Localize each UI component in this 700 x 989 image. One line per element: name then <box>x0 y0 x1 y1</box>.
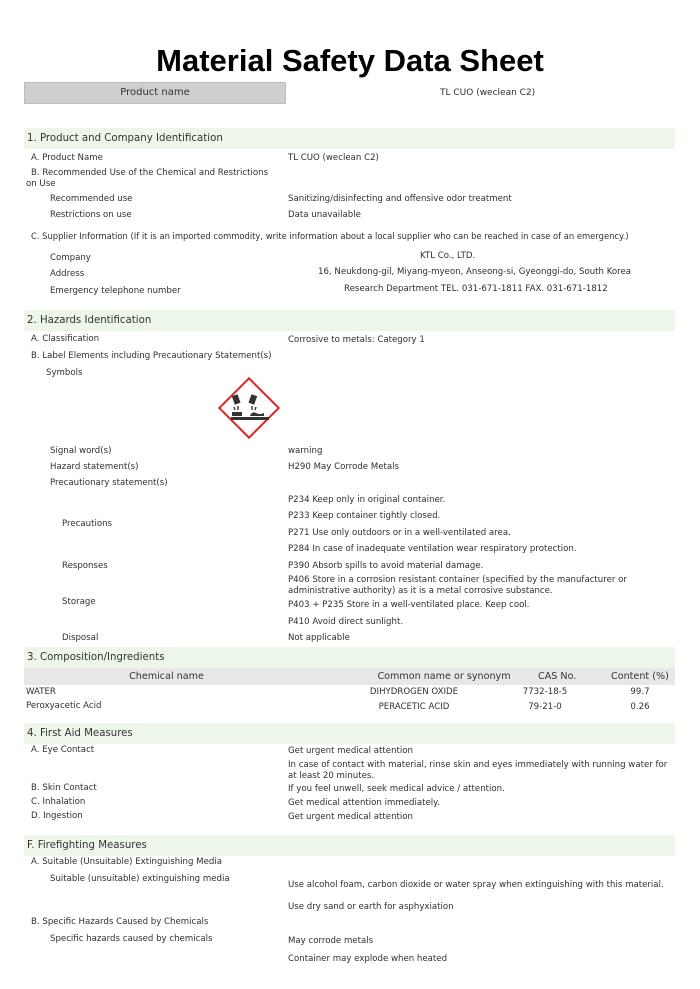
skin-contact-value: If you feel unwell, seek medical advice / attention. <box>288 784 505 794</box>
company-value: KTL Co., LTD. <box>420 251 476 261</box>
precautions-label: Precautions <box>62 519 113 529</box>
recommended-use-heading: B. Recommended Use of the Chemical and Restrictions <box>31 168 269 178</box>
signal-word-label: Signal word(s) <box>50 446 112 456</box>
corrosion-symbol-icon <box>220 383 280 433</box>
product-name-row-value: TL CUO (weclean C2) <box>288 153 379 163</box>
table-row-common: PERACETIC ACID <box>378 702 450 712</box>
company-label: Company <box>50 253 91 263</box>
table-row-content: 0.26 <box>630 702 650 712</box>
p406-statement-cont: administrative authority) as it is a metal corrosive substance. <box>288 586 553 596</box>
recommended-use-value: Sanitizing/disinfecting and offensive odor treatment <box>288 194 512 204</box>
col-content: Content (%) <box>611 671 669 682</box>
extinguishing-media-heading: A. Suitable (Unsuitable) Extinguishing Media <box>31 857 222 867</box>
p390-statement: P390 Absorb spills to avoid material damage. <box>288 561 484 571</box>
product-name-row-label: A. Product Name <box>31 153 103 163</box>
eye-contact-value-2: In case of contact with material, rinse skin and eyes immediately with running water for <box>288 760 668 770</box>
responses-label: Responses <box>62 561 108 571</box>
table-row-content: 99.7 <box>630 687 650 697</box>
extinguishing-media-value: Use alcohol foam, carbon dioxide or water spray when extinguishing with this material. <box>288 880 664 890</box>
section-2-heading: 2. Hazards Identification <box>24 310 675 331</box>
emergency-phone-value: Research Department TEL. 031-671-1811 FAX. 031-671-1812 <box>344 284 608 294</box>
col-chemical-name: Chemical name <box>129 671 204 682</box>
symbols-label: Symbols <box>46 368 83 378</box>
p234-statement: P234 Keep only in original container. <box>288 495 446 505</box>
col-common-name: Common name or synonym <box>377 671 511 682</box>
p284-statement: P284 In case of inadequate ventilation wear respiratory protection. <box>288 544 577 554</box>
inhalation-label: C. Inhalation <box>31 797 86 807</box>
specific-hazards-value-2: Container may explode when heated <box>288 954 448 964</box>
p406-statement: P406 Store in a corrosion resistant container (specified by the manufacturer or <box>288 575 627 585</box>
supplier-info-heading: C. Supplier Information (If it is an imported commodity, write information about a local supplier who can be reached in case of an emergency.) <box>31 231 629 241</box>
composition-table-header <box>24 668 675 685</box>
product-name-value: TL CUO (weclean C2) <box>440 88 536 98</box>
label-elements-label: B. Label Elements including Precautionary Statement(s) <box>31 351 272 361</box>
classification-label: A. Classification <box>31 334 100 344</box>
skin-contact-label: B. Skin Contact <box>31 783 97 793</box>
p410-statement: P410 Avoid direct sunlight. <box>288 617 404 627</box>
section-3-heading: 3. Composition/Ingredients <box>24 647 675 668</box>
table-row-common: DIHYDROGEN OXIDE <box>369 687 459 697</box>
signal-word-value: warning <box>288 446 323 456</box>
section-1-heading: 1. Product and Company Identification <box>24 128 675 149</box>
hazard-statement-value: H290 May Corrode Metals <box>288 462 400 472</box>
precautionary-statement-label: Precautionary statement(s) <box>50 478 168 488</box>
table-row-cas: 7732-18-5 <box>522 687 568 697</box>
disposal-label: Disposal <box>62 633 99 643</box>
restrictions-value: Data unavailable <box>288 210 361 220</box>
product-name-label: Product name <box>24 82 286 104</box>
recommended-use-heading-cont: on Use <box>26 179 56 189</box>
emergency-phone-label: Emergency telephone number <box>50 286 181 296</box>
table-row-cas: 79-21-0 <box>528 702 562 712</box>
p233-statement: P233 Keep container tightly closed. <box>288 511 441 521</box>
recommended-use-label: Recommended use <box>50 194 133 204</box>
ingestion-value: Get urgent medical attention <box>288 812 413 822</box>
p271-statement: P271 Use only outdoors or in a well-ventilated area. <box>288 528 511 538</box>
restrictions-label: Restrictions on use <box>50 210 132 220</box>
storage-label: Storage <box>62 597 96 607</box>
specific-hazards-label: Specific hazards caused by chemicals <box>50 934 213 944</box>
ingestion-label: D. Ingestion <box>31 811 83 821</box>
inhalation-value: Get medical attention immediately. <box>288 798 440 808</box>
eye-contact-value-3: at least 20 minutes. <box>288 771 375 781</box>
table-row-chemical: Peroxyacetic Acid <box>26 701 102 711</box>
hazard-statement-label: Hazard statement(s) <box>50 462 139 472</box>
eye-contact-label: A. Eye Contact <box>31 745 95 755</box>
specific-hazards-heading: B. Specific Hazards Caused by Chemicals <box>31 917 209 927</box>
document-title: Material Safety Data Sheet <box>156 43 544 78</box>
eye-contact-value: Get urgent medical attention <box>288 746 413 756</box>
disposal-value: Not applicable <box>288 633 350 643</box>
address-label: Address <box>50 269 85 279</box>
col-cas-no: CAS No. <box>538 671 577 682</box>
address-value: 16, Neukdong-gil, Miyang-myeon, Anseong-si, Gyeonggi-do, South Korea <box>318 267 632 277</box>
table-row-chemical: WATER <box>26 687 56 697</box>
section-4-heading: 4. First Aid Measures <box>24 723 675 744</box>
extinguishing-media-label: Suitable (unsuitable) extinguishing media <box>50 874 230 884</box>
p403-statement: P403 + P235 Store in a well-ventilated place. Keep cool. <box>288 600 530 610</box>
specific-hazards-value: May corrode metals <box>288 936 374 946</box>
classification-value: Corrosive to metals: Category 1 <box>288 335 425 345</box>
extinguishing-media-value-2: Use dry sand or earth for asphyxiation <box>288 902 454 912</box>
section-5-heading: F. Firefighting Measures <box>24 835 675 856</box>
